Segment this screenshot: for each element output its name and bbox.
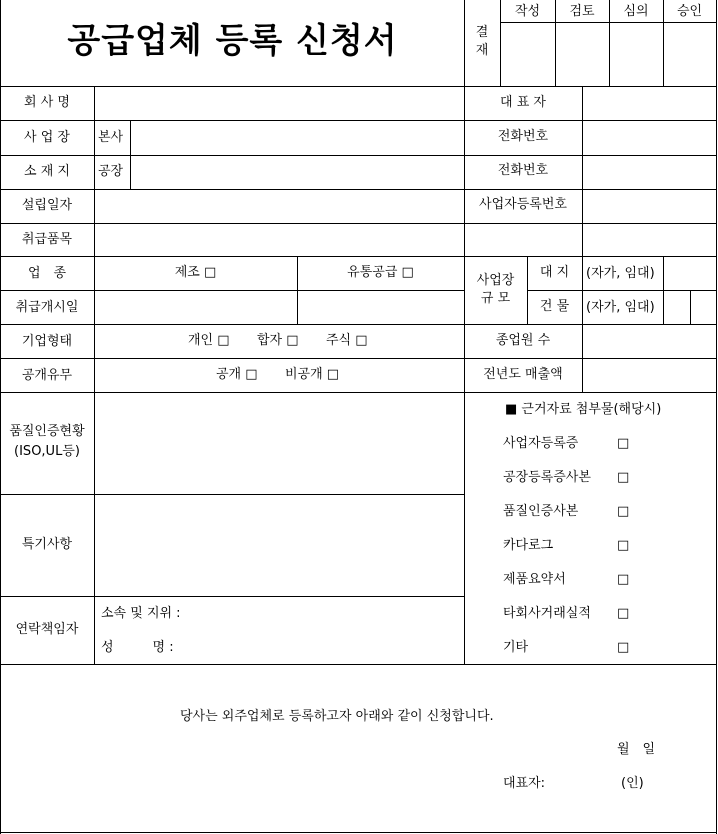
- label-contact: 연락책임자: [15, 622, 79, 637]
- attachment-label: 공장등록증사본: [503, 470, 591, 485]
- label-factory: 공장: [98, 164, 124, 179]
- label-company-name: 회 사 명: [24, 95, 70, 110]
- form-title: 공급업체 등록 신청서: [67, 21, 398, 61]
- approval-side-label-1: 결: [475, 25, 489, 40]
- label-building: 건 물: [539, 299, 570, 314]
- approval-header-deliberate: 심의: [623, 4, 649, 19]
- label-office-head: 본사: [98, 130, 124, 145]
- attachment-checkbox[interactable]: □: [617, 640, 630, 655]
- label-representative: 대 표 자: [500, 95, 546, 110]
- attachments-header: ■ 근거자료 첨부물(해당시): [505, 402, 662, 417]
- approval-header-review: 검토: [569, 4, 595, 19]
- approval-side-label-2: 재: [475, 43, 489, 58]
- checkbox-distribution[interactable]: 유통공급 □: [347, 265, 414, 280]
- label-phone-2: 전화번호: [497, 163, 549, 178]
- checkbox-stock[interactable]: 주식 □: [326, 333, 368, 348]
- label-disclosure: 공개유무: [21, 368, 73, 383]
- label-biz-scale-2: 규 모: [480, 291, 511, 306]
- label-quality-2: (ISO,UL등): [14, 444, 80, 459]
- label-established: 설립일자: [21, 198, 73, 213]
- label-office: 사 업 장: [24, 130, 70, 145]
- label-biz-scale-1: 사업장: [476, 273, 515, 288]
- checkbox-public[interactable]: 공개 □: [216, 367, 258, 382]
- attachment-label: 제품요약서: [503, 572, 566, 587]
- label-contact-name: 성 명 :: [101, 640, 174, 655]
- label-special: 특기사항: [21, 537, 73, 552]
- attachment-checkbox[interactable]: □: [617, 504, 630, 519]
- approval-header-write: 작성: [514, 4, 541, 19]
- label-land: 대 지: [539, 265, 570, 280]
- label-items: 취급품목: [21, 232, 73, 247]
- label-affiliation: 소속 및 지위 :: [101, 606, 181, 621]
- checkbox-private[interactable]: 비공개 □: [285, 367, 340, 382]
- label-phone-1: 전화번호: [497, 129, 549, 144]
- label-corp-type: 기업형태: [21, 334, 73, 349]
- attachment-checkbox[interactable]: □: [617, 538, 630, 553]
- label-building-option: (자가, 임대): [586, 300, 655, 315]
- label-quality-1: 품질인증현황: [9, 424, 85, 439]
- attachment-label: 품질인증사본: [503, 504, 579, 519]
- footer-date: 월 일: [617, 742, 656, 757]
- attachment-label: 사업자등록증: [503, 436, 579, 451]
- label-start-date: 취급개시일: [15, 300, 79, 315]
- attachment-checkbox[interactable]: □: [617, 470, 630, 485]
- label-industry: 업 종: [27, 266, 67, 281]
- label-location: 소 재 지: [24, 164, 70, 179]
- attachment-checkbox[interactable]: □: [617, 606, 630, 621]
- footer-representative-label: 대표자:: [503, 776, 546, 791]
- approval-header-approve: 승인: [676, 4, 703, 19]
- checkbox-individual[interactable]: 개인 □: [188, 333, 230, 348]
- label-land-option: (자가, 임대): [586, 266, 655, 281]
- label-employees: 종업원 수: [495, 333, 551, 348]
- checkbox-manufacturing[interactable]: 제조 □: [174, 265, 217, 280]
- attachment-checkbox[interactable]: □: [617, 572, 630, 587]
- footer-seal: (인): [621, 776, 644, 791]
- attachment-checkbox[interactable]: □: [617, 436, 630, 451]
- attachment-label: 타회사거래실적: [503, 606, 591, 621]
- footer-statement: 당사는 외주업체로 등록하고자 아래와 같이 신청합니다.: [180, 709, 494, 724]
- label-biz-reg-no: 사업자등록번호: [479, 197, 567, 212]
- checkbox-partnership[interactable]: 합자 □: [257, 333, 299, 348]
- attachment-label: 카다로그: [503, 538, 554, 553]
- label-prev-sales: 전년도 매출액: [483, 367, 563, 382]
- attachment-label: 기타: [503, 640, 529, 655]
